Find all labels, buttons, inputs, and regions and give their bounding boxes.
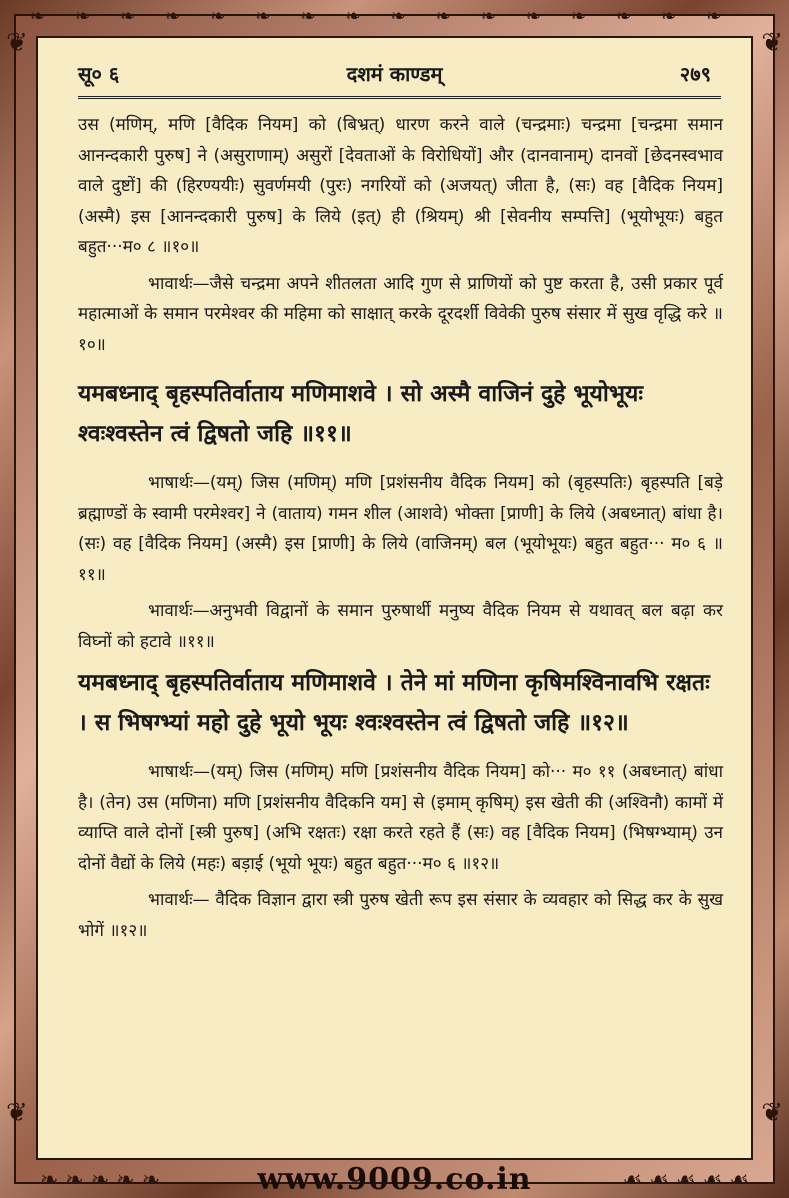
translation-paragraph: भाषार्थः—(यम्) जिस (मणिम्) मणि [प्रशंसनीय वैदिक नियम] को··· म० ११ (अबध्नात्) बांधा है। (तेन) उस (मणिना) मणि [प्रशंसनीय वैदिकनि यम] से (इमाम् कृषिम्) इस खेती की (अश्विनौ) कामों में व्याप्ति वाले दोनों [स्त्री पुरुष] (अभि रक्षतः) रक्षा करते रहते हैं (सः) वह [वैदिक नियम] (भिषग्भ्याम्) उन दोनों वैद्यों के लिये (महः) बड़ाई (भूयो भूयः) बहुत बहुत···म० ६ ॥१२॥ xyxy=(78,762,723,874)
page-number: २७९ xyxy=(679,62,711,86)
book-page xyxy=(36,36,753,1160)
page-body xyxy=(78,110,723,946)
sukta-number: सू० ६ xyxy=(78,62,120,86)
summary-paragraph: भावार्थः— वैदिक विज्ञान द्वारा स्त्री पुरुष खेती रूप इस संसार के व्यवहार को सिद्ध कर के सुख भोगें ॥१२॥ xyxy=(78,890,723,941)
footer-swirl-icon: ☙ ☙ ☙ ☙ ☙ xyxy=(622,1168,749,1193)
mantra-verse: यमबध्नाद् बृहस्पतिर्वाताय मणिमाशवे । सो अस्मै वाजिनं दुहे भूयोभूयः श्वःश्वस्तेन त्वं द्विषतो जहि ॥११॥ xyxy=(78,381,643,447)
summary-paragraph: भावार्थः—अनुभवी विद्वानों के समान पुरुषार्थी मनुष्य वैदिक नियम से यथावत् बल बढ़ा कर विघ्नों को हटावे ॥११॥ xyxy=(78,601,723,652)
kanda-title: दशमं काण्डम् xyxy=(346,62,443,86)
translation-paragraph: उस (मणिम्, मणि [वैदिक नियम] को (बिभ्रत्) धारण करने वाले (चन्द्रमाः) चन्द्रमा [चन्द्रमा समान आनन्दकारी पुरुष] ने (असुराणाम्) असुरों [देवताओं के विरोधियों] और (दानवानाम्) दानवों [छेदनस्वभाव वाले दुष्टों] की (हिरण्ययीः) सुवर्णमयी (पुरः) नगरियों को (अजयत्) जीता है, (सः) वह [वैदिक नियम] (अस्मै) इस [आनन्दकारी पुरुष] के लिये (इत्) ही (श्रियम्) श्री [सेवनीय सम्पत्ति] (भूयोभूयः) बहुत बहुत···म० ८ ॥१०॥ xyxy=(78,115,723,257)
website-url: www.9009.co.in xyxy=(257,1162,532,1197)
footer-swirl-icon: ❧ ❧ ❧ ❧ ❧ xyxy=(40,1168,161,1193)
corner-swirl-icon: ❦ xyxy=(761,1098,783,1128)
page-header xyxy=(78,60,711,90)
mantra-verse: यमबध्नाद् बृहस्पतिर्वाताय मणिमाशवे । तेने मां मणिना कृषिमश्विनावभि रक्षतः । स भिषग्भ्यां महो दुहे भूयो भूयः श्वःश्वस्तेन त्वं द्विषतो जहि ॥१२॥ xyxy=(78,670,710,736)
summary-paragraph: भावार्थः—जैसे चन्द्रमा अपने शीतलता आदि गुण से प्राणियों को पुष्ट करता है, उसी प्रकार पूर्व महात्माओं के समान परमेश्वर की महिमा को साक्षात् करके दूरदर्शी विवेकी पुरुष संसार में सुख वृद्धि करे ॥१०॥ xyxy=(78,273,723,355)
corner-swirl-icon: ❦ xyxy=(6,1098,28,1128)
corner-swirl-icon: ❦ xyxy=(761,28,783,58)
translation-paragraph: भाषार्थः—(यम्) जिस (मणिम्) मणि [प्रशंसनीय वैदिक नियम] को (बृहस्पतिः) बृहस्पति [बड़े ब्रह्माण्डों के स्वामी परमेश्वर] ने (वाताय) गमन शील (आशवे) भोक्ता [प्राणी] के लिये (अबध्नात्) बांधा है। (सः) वह [वैदिक नियम] (अस्मै) इस [प्राणी] के लिये (वाजिनम्) बल (भूयोभूयः) बहुत बहुत··· म० ६ ॥११॥ xyxy=(78,473,723,585)
header-rule xyxy=(78,96,721,99)
border-ornament-icon: ❧❧❧❧❧❧❧❧❧❧❧❧❧❧❧❧ xyxy=(30,6,752,27)
corner-swirl-icon: ❦ xyxy=(6,28,28,58)
